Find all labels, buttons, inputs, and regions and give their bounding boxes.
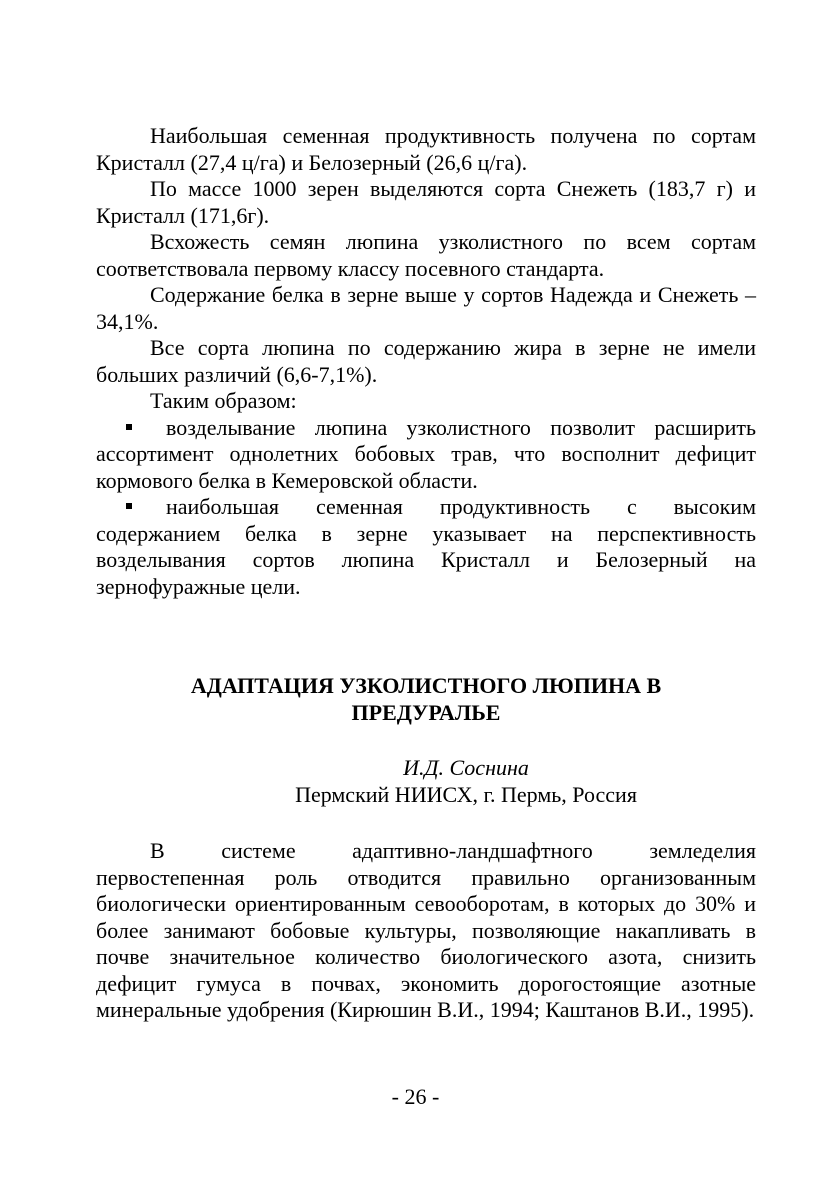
list-item — [96, 494, 756, 600]
list-item — [96, 415, 756, 495]
page-number: - 26 - — [391, 1084, 440, 1109]
paragraph: Таким образом: — [150, 388, 297, 413]
article-title-line: АДАПТАЦИЯ УЗКОЛИСТНОГО ЛЮПИНА В — [190, 673, 662, 698]
paragraph: По массе 1000 зерен выделяются сорта Снежеть (183,7 г) и Кристалл (171,6г). — [96, 176, 756, 228]
paragraph: Всхожесть семян люпина узколистного по всем сортам соответствовала первому классу посевного стандарта. — [96, 229, 756, 281]
paragraph: Все сорта люпина по содержанию жира в зерне не имели больших различий (6,6-7,1%). — [96, 335, 756, 387]
list-item-text: наибольшая семенная продуктивность с высоким содержанием белка в зерне указывает на перспективность возделывания сортов люпина Кристалл и Белозерный на зернофуражные цели. — [96, 494, 756, 599]
article-body — [96, 838, 756, 1024]
paragraph: Содержание белка в зерне выше у сортов Надежда и Снежеть – 34,1%. — [96, 282, 756, 334]
top-section — [96, 123, 756, 600]
square-bullet-icon — [126, 503, 132, 509]
list-item-text: возделывание люпина узколистного позволит расширить ассортимент однолетних бобовых трав, что восполнит дефицит кормового белка в Кемеровской области. — [96, 414, 756, 493]
paragraph: Наибольшая семенная продуктивность получена по сортам Кристалл (27,4 ц/га) и Белозерный (26,6 ц/га). — [96, 123, 756, 175]
author-name: И.Д. Соснина — [403, 755, 529, 780]
paragraph: В системе адаптивно-ландшафтного земледелия первостепенная роль отводится правильно организованным биологически ориентированным севооборотам, в которых до 30% и более занимают бобовые культуры, позволяющие накапливать в почве значительное количество биологического азота, снизить дефицит гумуса в почвах, экономить дорогостоящие азотные минеральные удобрения (Кирюшин В.И., 1994; Каштанов В.И., 1995). — [96, 838, 756, 1022]
article-title-line: ПРЕДУРАЛЬЕ — [351, 700, 501, 725]
conclusion-list — [96, 415, 756, 601]
square-bullet-icon — [126, 424, 132, 430]
author-affiliation: Пермский НИИСХ, г. Пермь, Россия — [295, 782, 637, 807]
article-title — [96, 672, 756, 726]
